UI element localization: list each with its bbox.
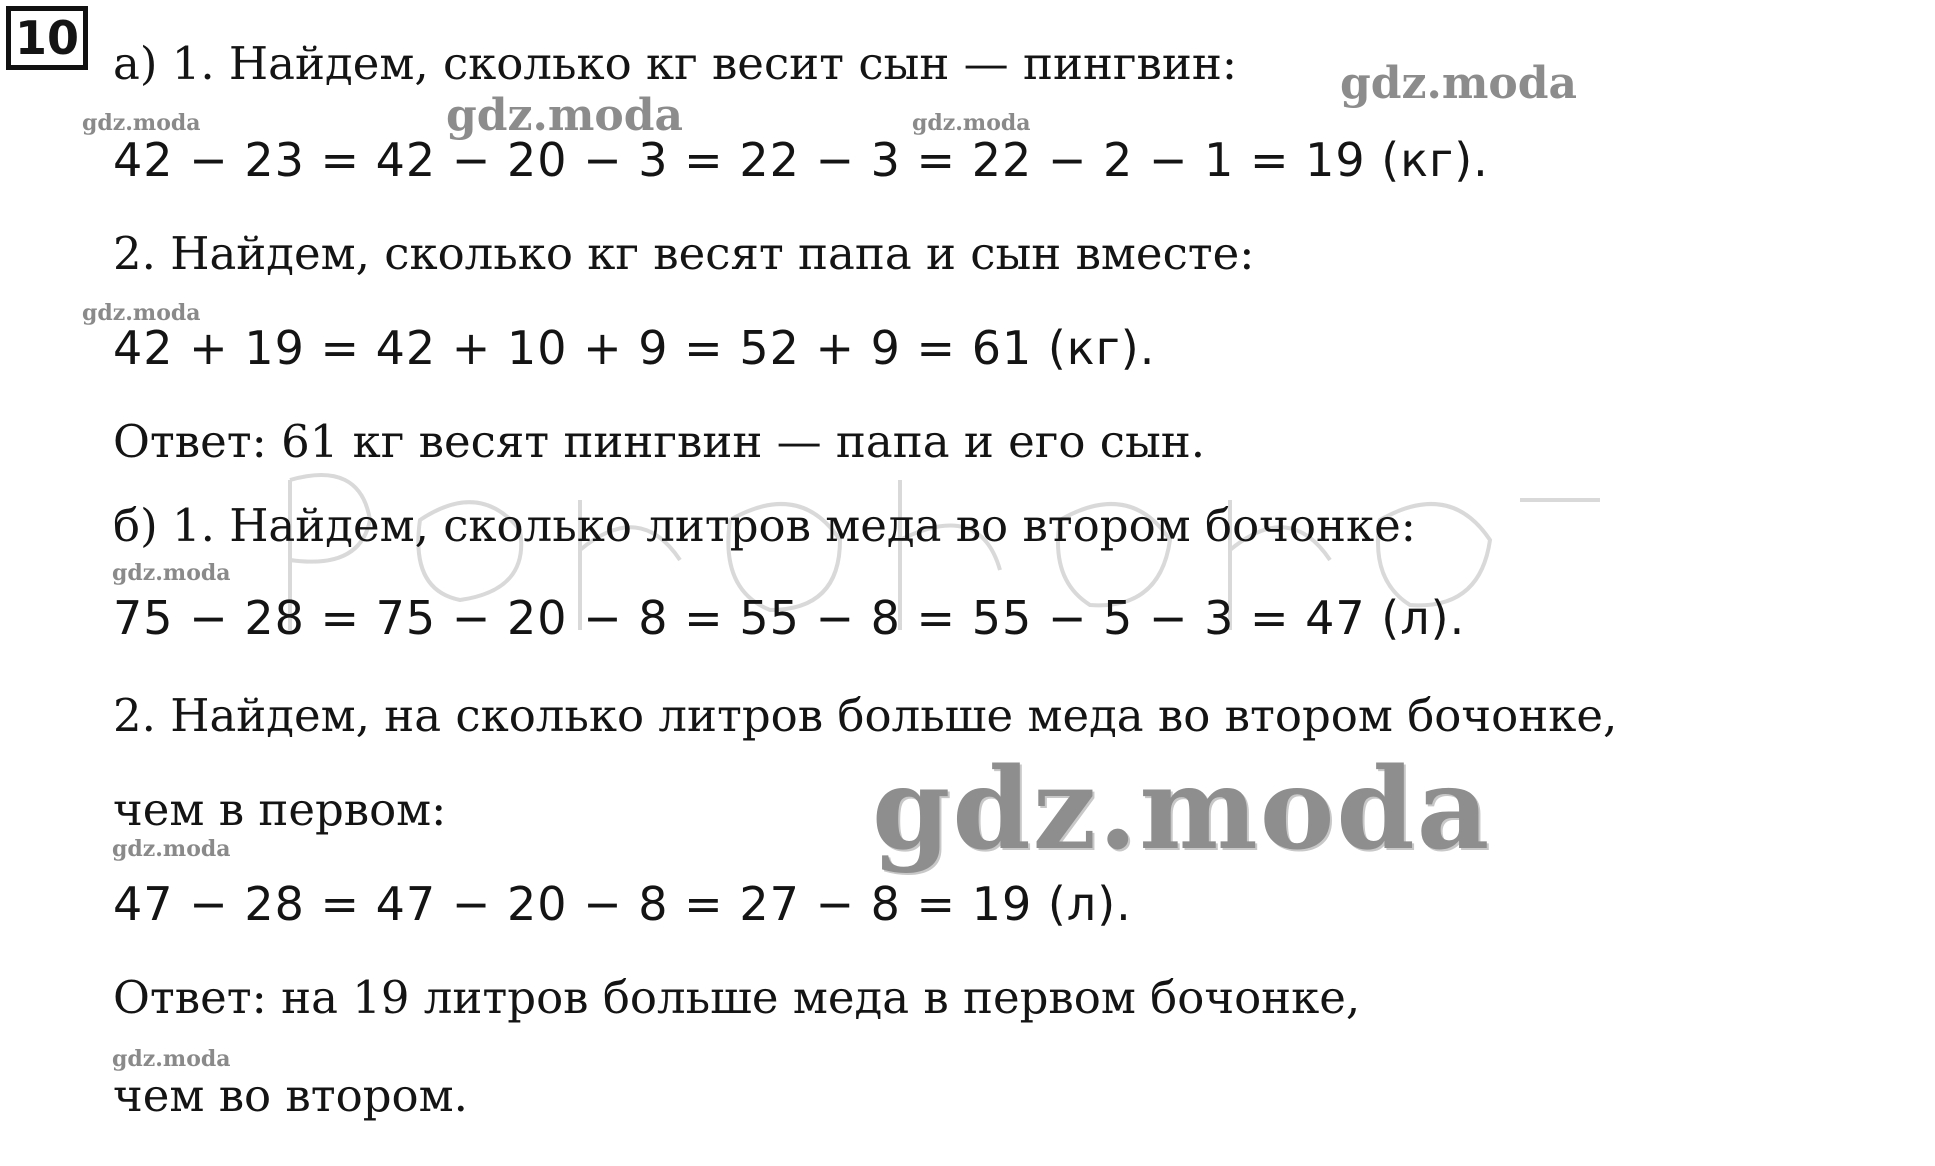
line-b-step1: б) 1. Найдем, сколько литров меда во втором бочонке:: [113, 499, 1416, 552]
watermark-text: gdz.moda: [112, 1046, 231, 1072]
line-a-calc2: 42 + 19 = 42 + 10 + 9 = 52 + 9 = 61 (кг).: [113, 321, 1156, 375]
watermark-text: gdz.moda: [912, 110, 1031, 136]
watermark-text: gdz.moda: [82, 300, 201, 326]
watermark-text: gdz.moda: [872, 744, 1492, 875]
line-b-answer-a: Ответ: на 19 литров больше меда в первом бочонке,: [113, 971, 1361, 1024]
watermark-text: gdz.moda: [82, 110, 201, 136]
line-b-calc2: 47 − 28 = 47 − 20 − 8 = 27 − 8 = 19 (л).: [113, 877, 1132, 931]
watermark-text: gdz.moda: [112, 560, 231, 586]
line-b-calc1: 75 − 28 = 75 − 20 − 8 = 55 − 8 = 55 − 5 − 3 = 47 (л).: [113, 591, 1466, 645]
line-a-step2: 2. Найдем, сколько кг весят папа и сын вместе:: [113, 227, 1255, 280]
line-a-answer: Ответ: 61 кг весят пингвин — папа и его сын.: [113, 415, 1206, 468]
watermark-text: gdz.moda: [1340, 58, 1578, 109]
line-a-calc1: 42 − 23 = 42 − 20 − 3 = 22 − 3 = 22 − 2 − 1 = 19 (кг).: [113, 133, 1489, 187]
line-b-step2a: 2. Найдем, на сколько литров больше меда во втором бочонке,: [113, 689, 1618, 742]
line-b-step2b: чем в первом:: [113, 783, 447, 836]
task-number-box: 10: [6, 6, 88, 70]
line-a-step1: а) 1. Найдем, сколько кг весит сын — пингвин:: [113, 37, 1237, 90]
watermark-text: gdz.moda: [446, 90, 684, 141]
line-b-answer-b: чем во втором.: [113, 1069, 468, 1122]
watermark-text: gdz.moda: [112, 836, 231, 862]
